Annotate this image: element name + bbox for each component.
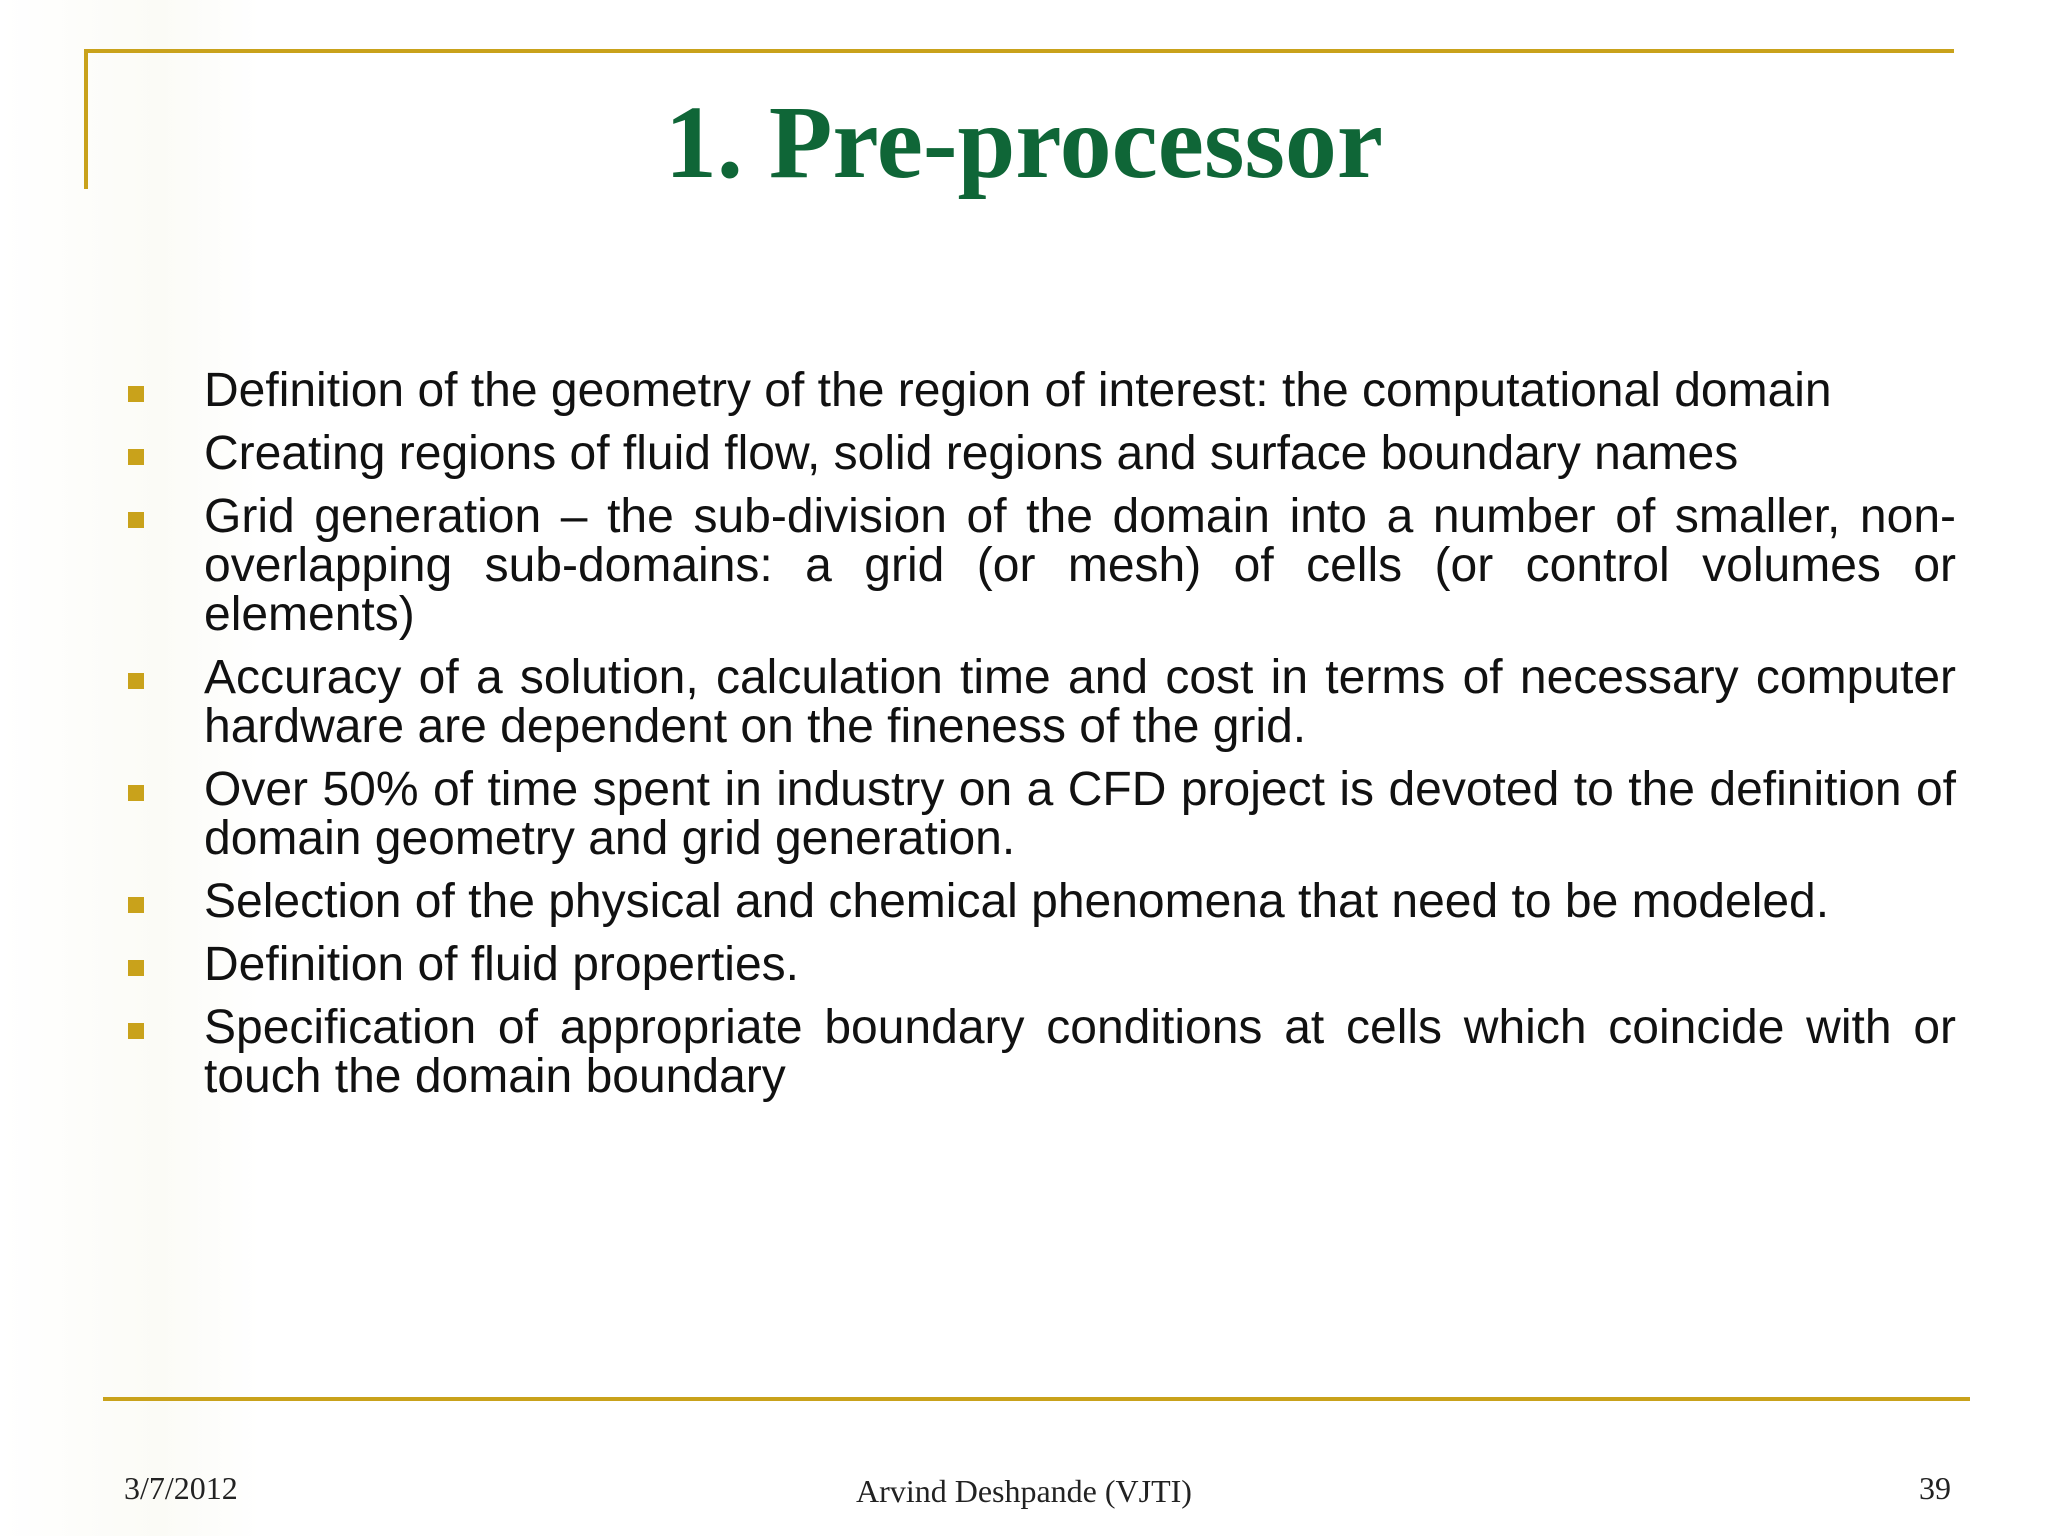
bullet-item [126,765,1956,863]
square-bullet-icon [128,512,144,528]
top-border-line [84,49,1954,53]
square-bullet-icon [128,785,144,801]
bullet-text: Selection of the physical and chemical phenomena that need to be modeled. [204,875,1830,928]
bullet-list [126,366,1956,1115]
bottom-border-line [103,1397,1970,1401]
bullet-text: Grid generation – the sub-division of the domain into a number of smaller, non-overlapping sub-domains: a grid (or mesh) of cells (or control volumes or elements) [204,490,1956,641]
square-bullet-icon [128,449,144,465]
page-number: 39 [1919,1470,1951,1506]
bullet-item [126,653,1956,751]
bullet-item [126,1003,1956,1101]
bullet-text: Specification of appropriate boundary conditions at cells which coincide with or touch the domain boundary [204,1001,1956,1103]
square-bullet-icon [128,897,144,913]
bullet-item [126,366,1956,415]
bullet-text: Over 50% of time spent in industry on a CFD project is devoted to the definition of domain geometry and grid generation. [204,763,1956,865]
footer-date: 3/7/2012 [124,1470,238,1506]
bullet-item [126,940,1956,989]
bullet-item [126,877,1956,926]
bullet-text: Definition of fluid properties. [204,938,799,991]
square-bullet-icon [128,1023,144,1039]
slide-title: 1. Pre-processor [664,85,1384,200]
bullet-text: Creating regions of fluid flow, solid regions and surface boundary names [204,427,1739,480]
bullet-text: Definition of the geometry of the region of interest: the computational domain [204,364,1832,417]
bullet-text: Accuracy of a solution, calculation time and cost in terms of necessary computer hardware are dependent on the fineness of the grid. [204,651,1956,753]
bullet-item [126,429,1956,478]
square-bullet-icon [128,673,144,689]
square-bullet-icon [128,386,144,402]
square-bullet-icon [128,960,144,976]
footer-author: Arvind Deshpande (VJTI) [856,1473,1192,1509]
bullet-item [126,492,1956,639]
